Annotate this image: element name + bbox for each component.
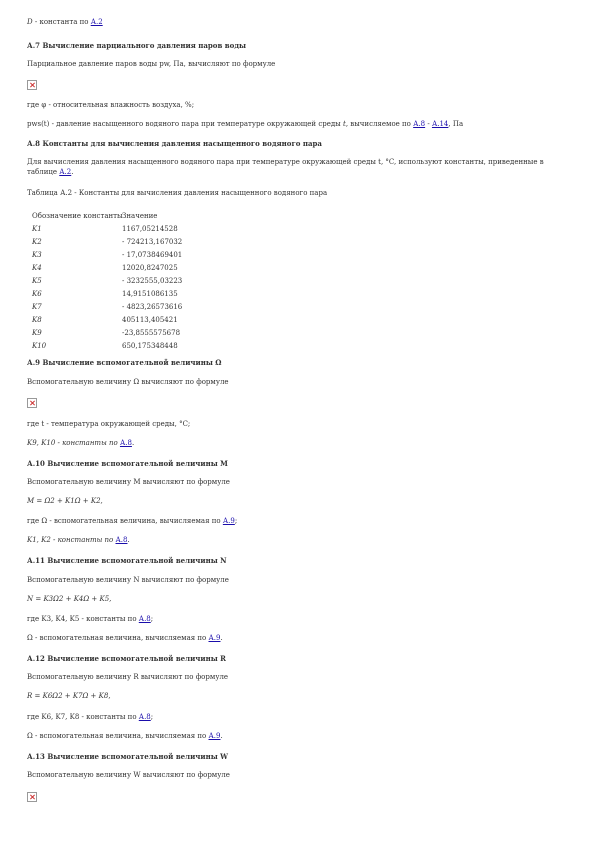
link-table-a2[interactable]: А.2 bbox=[59, 168, 72, 176]
table-cell: K6 bbox=[32, 290, 42, 298]
table-cell: K3 bbox=[32, 251, 42, 259]
table-row bbox=[32, 275, 292, 288]
heading-a8: А.8 Константы для вычисления давления насыщенного водяного пара bbox=[27, 139, 322, 148]
link-a14[interactable]: А.14 bbox=[431, 120, 449, 128]
line-constant-d: D - константа по А.2 bbox=[27, 18, 103, 26]
table-cell: K1 bbox=[32, 225, 42, 233]
table-cell: K7 bbox=[32, 303, 42, 311]
table-cell: - 4823,26573616 bbox=[122, 303, 183, 311]
table-header-cell: Обозначение константы bbox=[32, 212, 123, 220]
paragraph-n: Вспомогательную величину N вычисляют по формуле bbox=[27, 576, 229, 584]
table-cell: K10 bbox=[32, 342, 47, 350]
line-k9-k10: K9, K10 - константы по А.8. bbox=[27, 439, 135, 447]
heading-a13: А.13 Вычисление вспомогательной величины W bbox=[27, 752, 229, 761]
table-header-cell: Значение bbox=[122, 212, 158, 220]
link-a8[interactable]: А.8 bbox=[138, 615, 151, 623]
table-cell: 1167,05214528 bbox=[122, 225, 178, 233]
line-pws: pws(t) - давление насыщенного водяного пара при температуре окружающей среды t, вычисляемое по А.8 - А.14, Па bbox=[27, 120, 464, 128]
formula-n: N = K3Ω2 + K4Ω + K5, bbox=[27, 595, 112, 603]
formula-r: R = K6Ω2 + K7Ω + K8, bbox=[27, 692, 111, 700]
paragraph-omega: Вспомогательную величину Ω вычисляют по формуле bbox=[27, 378, 229, 386]
table-cell: 12020,8247025 bbox=[122, 264, 178, 272]
table-cell: -23,8555575678 bbox=[122, 329, 181, 337]
table-row bbox=[32, 301, 292, 314]
line-omega-ref: Ω - вспомогательная величина, вычисляемая по А.9. bbox=[27, 634, 223, 642]
line-t: где t - температура окружающей среды, °C; bbox=[27, 420, 191, 428]
link-a2[interactable]: А.2 bbox=[90, 18, 103, 26]
paragraph-constants-1: Для вычисления давления насыщенного водяного пара при температуре окружающей среды t, °C, используют константы, приведенные в bbox=[27, 158, 544, 166]
table-header-row bbox=[32, 210, 292, 223]
paragraph-w: Вспомогательную величину W вычисляют по формуле bbox=[27, 771, 230, 779]
table-cell: - 724213,167032 bbox=[122, 238, 183, 246]
heading-a11: А.11 Вычисление вспомогательной величины N bbox=[27, 556, 227, 565]
table-row bbox=[32, 249, 292, 262]
table-cell: K5 bbox=[32, 277, 42, 285]
paragraph-constants-2: таблице А.2. bbox=[27, 168, 74, 176]
table-row bbox=[32, 223, 292, 236]
link-a8[interactable]: А.8 bbox=[119, 439, 132, 447]
table-cell: K4 bbox=[32, 264, 42, 272]
link-a8[interactable]: А.8 bbox=[138, 713, 151, 721]
table-row bbox=[32, 327, 292, 340]
table-cell: - 17,0738469401 bbox=[122, 251, 183, 259]
table-caption: Таблица А.2 - Константы для вычисления давления насыщенного водяного пара bbox=[27, 189, 328, 197]
link-a8[interactable]: А.8 bbox=[413, 120, 426, 128]
table-row bbox=[32, 236, 292, 249]
table-row bbox=[32, 262, 292, 275]
table-cell: K8 bbox=[32, 316, 42, 324]
table-cell: 405113,405421 bbox=[122, 316, 178, 324]
paragraph-r: Вспомогательную величину R вычисляют по формуле bbox=[27, 673, 229, 681]
broken-image-icon bbox=[27, 792, 37, 802]
table-cell: 14,9151086135 bbox=[122, 290, 178, 298]
table-row bbox=[32, 314, 292, 327]
table-cell: K2 bbox=[32, 238, 42, 246]
heading-a10: А.10 Вычисление вспомогательной величины M bbox=[27, 459, 228, 468]
link-a8[interactable]: А.8 bbox=[115, 536, 128, 544]
line-omega-ref: где Ω - вспомогательная величина, вычисляемая по А.9; bbox=[27, 517, 238, 525]
line-k1-k2: K1, K2 - константы по А.8. bbox=[27, 536, 130, 544]
formula-m: M = Ω2 + K1Ω + K2, bbox=[27, 497, 103, 505]
table-cell: K9 bbox=[32, 329, 42, 337]
paragraph-partial-pressure: Парциальное давление паров воды pw, Па, вычисляют по формуле bbox=[27, 60, 276, 68]
link-a9[interactable]: А.9 bbox=[208, 732, 221, 740]
link-a9[interactable]: А.9 bbox=[222, 517, 235, 525]
broken-image-icon bbox=[27, 80, 37, 90]
broken-image-icon bbox=[27, 398, 37, 408]
line-k6-k8: где K6, K7, K8 - константы по А.8; bbox=[27, 713, 154, 721]
constants-table bbox=[32, 210, 292, 353]
table-cell: - 3232555,03223 bbox=[122, 277, 183, 285]
heading-a12: А.12 Вычисление вспомогательной величины R bbox=[27, 654, 226, 663]
line-phi: где φ - относительная влажность воздуха, %; bbox=[27, 101, 195, 109]
heading-a9: А.9 Вычисление вспомогательной величины Ω bbox=[27, 358, 222, 367]
paragraph-m: Вспомогательную величину M вычисляют по формуле bbox=[27, 478, 230, 486]
table-cell: 650,175348448 bbox=[122, 342, 178, 350]
link-a9[interactable]: А.9 bbox=[208, 634, 221, 642]
table-row bbox=[32, 340, 292, 353]
table-row bbox=[32, 288, 292, 301]
line-k3-k5: где K3, K4, K5 - константы по А.8; bbox=[27, 615, 154, 623]
heading-a7: А.7 Вычисление парциального давления паров воды bbox=[27, 41, 246, 50]
line-omega-ref: Ω - вспомогательная величина, вычисляемая по А.9. bbox=[27, 732, 223, 740]
